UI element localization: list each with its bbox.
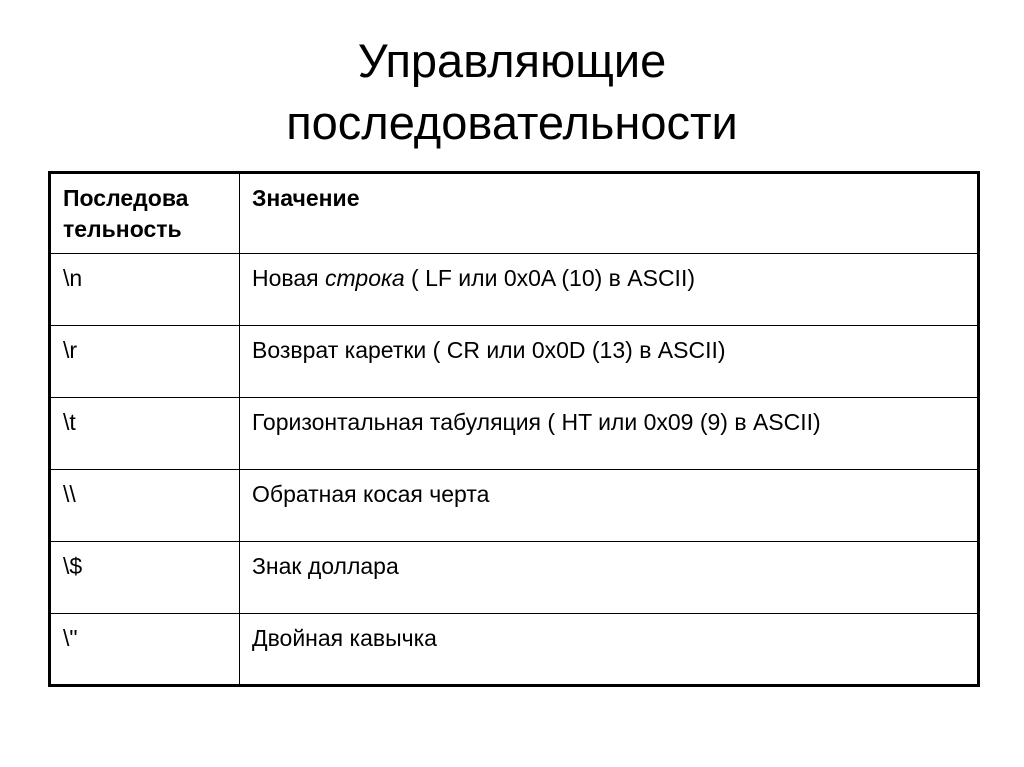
- table-row: [50, 470, 979, 542]
- sequence-cell: \\: [50, 470, 240, 542]
- table-row: [50, 614, 979, 686]
- table-row: [50, 254, 979, 326]
- escape-sequences-table: [48, 171, 980, 687]
- slide-title-line-1: Управляющие: [357, 34, 667, 87]
- slide-title: [0, 30, 1024, 154]
- sequence-cell: \n: [50, 254, 240, 326]
- meaning-cell: [240, 254, 979, 326]
- meaning-text: Обратная косая черта: [252, 481, 490, 507]
- meaning-cell: [240, 470, 979, 542]
- sequence-cell: \t: [50, 398, 240, 470]
- table-row: [50, 398, 979, 470]
- meaning-text: Знак доллара: [252, 553, 399, 579]
- slide-title-line-2: последовательности: [286, 96, 738, 149]
- header-meaning: Значение: [240, 173, 979, 254]
- meaning-text: Новая: [252, 265, 325, 291]
- header-sequence: [50, 173, 240, 254]
- sequence-cell: \r: [50, 326, 240, 398]
- sequence-cell: \": [50, 614, 240, 686]
- meaning-cell: [240, 614, 979, 686]
- meaning-cell: [240, 326, 979, 398]
- table-row: [50, 542, 979, 614]
- header-sequence-line-2: тельность: [63, 216, 182, 242]
- table-header-row: [50, 173, 979, 254]
- meaning-cell: [240, 542, 979, 614]
- meaning-cell: [240, 398, 979, 470]
- meaning-italic-text: строка: [325, 265, 405, 291]
- meaning-text-after: ( LF или 0x0A (10) в ASCII): [404, 265, 695, 291]
- header-sequence-line-1: Последова: [63, 185, 189, 211]
- sequence-cell: \$: [50, 542, 240, 614]
- meaning-text: Двойная кавычка: [252, 625, 437, 651]
- meaning-text: Возврат каретки ( CR или 0x0D (13) в ASCII): [252, 337, 726, 363]
- meaning-text: Горизонтальная табуляция ( HT или 0x09 (9) в ASCII): [252, 409, 821, 435]
- table-row: [50, 326, 979, 398]
